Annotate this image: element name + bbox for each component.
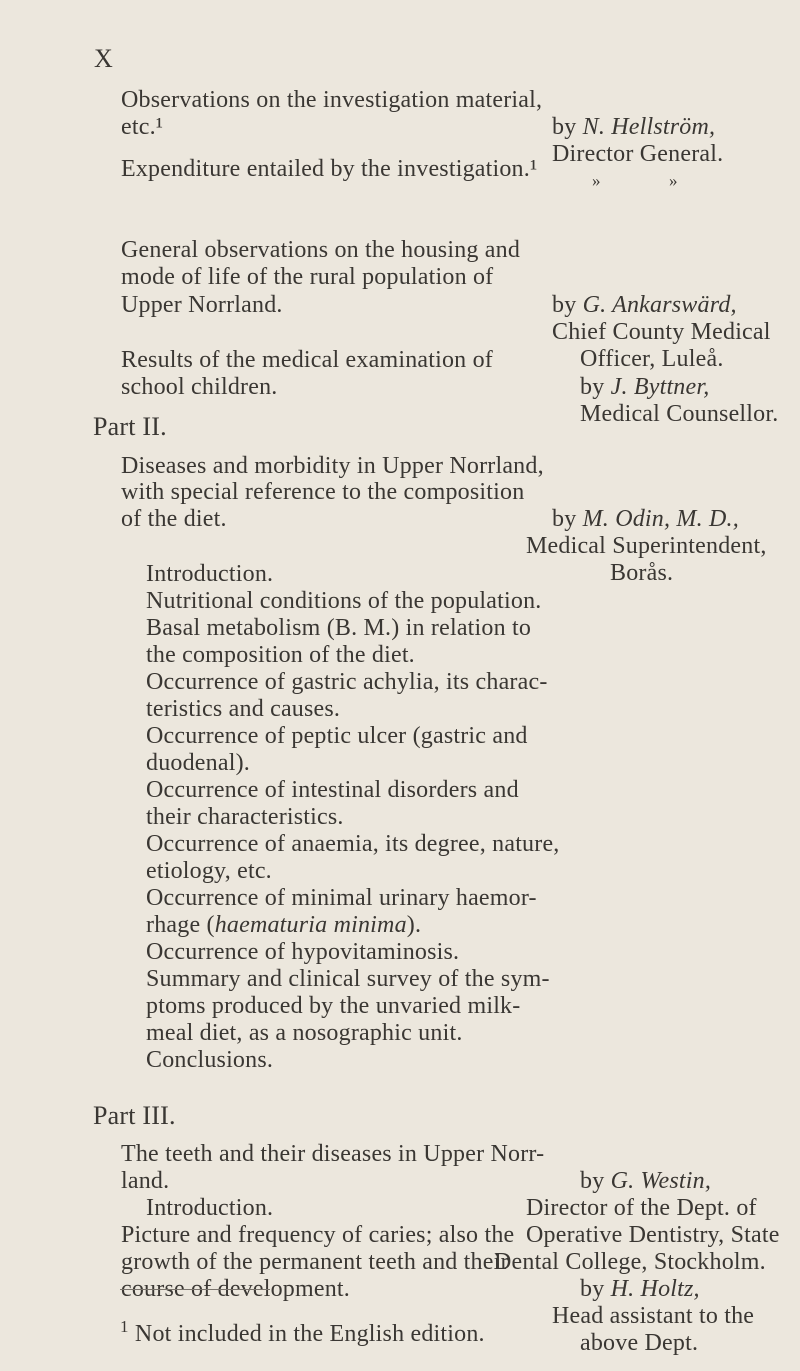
author-title: Officer, Luleå. <box>580 346 724 372</box>
author-line <box>552 114 715 140</box>
author-title: Borås. <box>610 560 674 586</box>
entry-line: General observations on the housing and <box>121 237 521 263</box>
part-heading: Part II. <box>93 412 167 441</box>
entry-line: Diseases and morbidity in Upper Norrland, <box>121 453 544 479</box>
entry-line: with special reference to the composition <box>121 479 525 505</box>
entry-line: The teeth and their diseases in Upper Norr- <box>121 1141 545 1167</box>
author-title: Director of the Dept. of <box>526 1195 757 1221</box>
entry-line: Upper Norrland. <box>121 292 283 318</box>
entry-term-italic: haematuria minima <box>214 912 407 938</box>
footnote-rule <box>120 1289 270 1290</box>
by-text: by <box>552 292 583 318</box>
entry-line: Occurrence of hypovitaminosis. <box>146 939 460 965</box>
author-line <box>552 292 737 318</box>
entry-line: course of development. <box>121 1276 350 1302</box>
entry-line: meal diet, as a nosographic unit. <box>146 1020 463 1046</box>
entry-line: growth of the permanent teeth and their <box>121 1249 509 1275</box>
entry-line: Occurrence of intestinal disorders and <box>146 777 519 803</box>
entry-line: Expenditure entailed by the investigation.¹ <box>121 156 538 182</box>
entry-line: Occurrence of anaemia, its degree, nature, <box>146 831 560 857</box>
author-name: J. Byttner, <box>610 374 710 400</box>
part-heading: Part III. <box>93 1101 176 1130</box>
entry-line: Introduction. <box>146 561 274 587</box>
entry-line: mode of life of the rural population of <box>121 264 494 290</box>
author-title: Dental College, Stockholm. <box>494 1249 766 1275</box>
entry-line: ptoms produced by the unvaried milk- <box>146 993 521 1019</box>
by-text: by <box>552 114 583 140</box>
page-number: X <box>94 44 113 73</box>
entry-line: their characteristics. <box>146 804 344 830</box>
entry-line: Basal metabolism (B. M.) in relation to <box>146 615 532 641</box>
entry-line: Introduction. <box>146 1195 274 1221</box>
entry-text: ). <box>406 912 422 938</box>
author-title: Chief County Medical <box>552 319 771 345</box>
entry-line: etc.¹ <box>121 114 164 140</box>
author-line <box>580 1276 700 1302</box>
author-name: G. Ankarswärd, <box>582 292 737 318</box>
entry-line: the composition of the diet. <box>146 642 415 668</box>
author-name: G. Westin, <box>610 1168 712 1194</box>
author-name: N. Hellström, <box>582 114 716 140</box>
by-text: by <box>580 374 611 400</box>
author-degree: M. D., <box>670 506 739 532</box>
entry-line: Occurrence of minimal urinary haemor- <box>146 885 537 911</box>
entry-line: etiology, etc. <box>146 858 272 884</box>
author-title: Operative Dentistry, State <box>526 1222 780 1248</box>
entry-text: rhage ( <box>146 912 215 938</box>
by-text: by <box>552 506 583 532</box>
entry-line: Occurrence of gastric achylia, its charac- <box>146 669 548 695</box>
entry-line: land. <box>121 1168 170 1194</box>
entry-line: Observations on the investigation material, <box>121 87 543 113</box>
author-title: Medical Counsellor. <box>580 401 779 427</box>
entry-line: Picture and frequency of caries; also the <box>121 1222 515 1248</box>
by-text: by <box>580 1276 611 1302</box>
author-name: M. Odin, <box>582 506 671 532</box>
entry-line: Results of the medical examination of <box>121 347 493 373</box>
author-title: Director General. <box>552 141 724 167</box>
author-line <box>552 506 739 532</box>
entry-line: Occurrence of peptic ulcer (gastric and <box>146 723 528 749</box>
author-title: Medical Superintendent, <box>526 533 767 559</box>
author-name: H. Holtz, <box>610 1276 700 1302</box>
by-text: by <box>580 1168 611 1194</box>
entry-line: Nutritional conditions of the population. <box>146 588 542 614</box>
author-line <box>580 1168 711 1194</box>
author-title: Head assistant to the <box>552 1303 755 1329</box>
entry-line: school children. <box>121 374 278 400</box>
ditto-mark: » <box>592 171 601 190</box>
footnote-mark: 1 <box>120 1317 129 1336</box>
author-title: above Dept. <box>580 1330 699 1356</box>
entry-line <box>146 912 421 938</box>
entry-line: Summary and clinical survey of the sym- <box>146 966 550 992</box>
entry-line: teristics and causes. <box>146 696 341 722</box>
entry-line: duodenal). <box>146 750 250 776</box>
entry-line: Conclusions. <box>146 1047 274 1073</box>
author-line <box>580 374 709 400</box>
ditto-mark: » <box>669 171 678 190</box>
entry-line: of the diet. <box>121 506 227 532</box>
footnote <box>120 1314 485 1347</box>
footnote-text: Not included in the English edition. <box>134 1321 485 1347</box>
